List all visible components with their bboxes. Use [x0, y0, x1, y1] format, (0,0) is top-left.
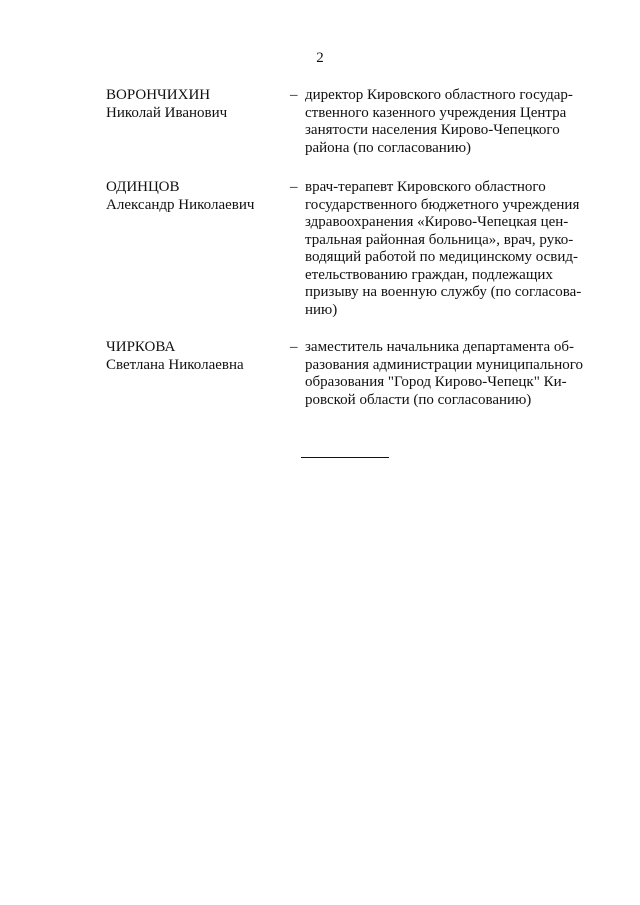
position-line: занятости населения Кирово-Чепецкого	[305, 122, 560, 138]
position-line: заместитель начальника департамента об-	[305, 339, 575, 355]
position-line: образования "Город Кирово-Чепецк" Ки-	[305, 374, 567, 390]
member-name	[106, 87, 281, 122]
member-name	[106, 339, 281, 374]
member-position	[305, 87, 585, 157]
position-line: здравоохранения «Кирово-Чепецкая цен-	[305, 214, 569, 230]
page-number: 2	[316, 50, 324, 66]
position-line: водящий работой по медицинскому освид-	[305, 249, 579, 265]
dash-separator: –	[290, 87, 298, 103]
member-given-names: Александр Николаевич	[106, 196, 255, 213]
member-position	[305, 179, 585, 319]
position-line: района (по согласованию)	[305, 139, 472, 156]
member-position	[305, 339, 585, 409]
position-line: призыву на военную службу (по согласова-	[305, 284, 582, 300]
position-line: тральная районная больница», врач, руко-	[305, 231, 574, 248]
position-line: директор Кировского областного государ-	[305, 87, 573, 103]
dash-separator: –	[290, 339, 298, 355]
member-surname: ЧИРКОВА	[106, 339, 176, 355]
member-given-names: Светлана Николаевна	[106, 356, 244, 373]
position-line: нию)	[305, 301, 338, 318]
position-line: государственного бюджетного учреждения	[305, 196, 580, 213]
member-given-names: Николай Иванович	[106, 104, 228, 121]
member-surname: ОДИНЦОВ	[106, 179, 180, 195]
member-surname: ВОРОНЧИХИН	[106, 87, 211, 103]
position-line: разования администрации муниципального	[305, 356, 584, 373]
end-separator-line	[301, 457, 389, 458]
member-name	[106, 179, 281, 214]
position-line: ровской области (по согласованию)	[305, 391, 532, 408]
position-line: етельствованию граждан, подлежащих	[305, 266, 553, 283]
dash-separator: –	[290, 179, 298, 195]
position-line: врач-терапевт Кировского областного	[305, 179, 546, 195]
position-line: ственного казенного учреждения Центра	[305, 104, 567, 121]
